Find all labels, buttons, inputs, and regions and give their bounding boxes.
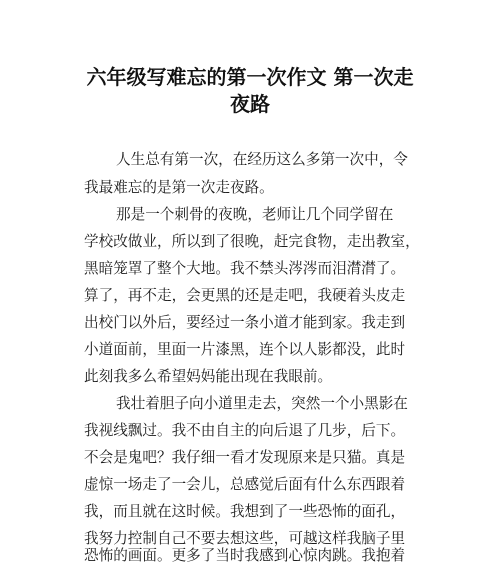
paragraph-3-line-4: 虚惊一场走了一会儿，总感觉后面有什么东西跟着 bbox=[84, 476, 406, 493]
paragraph-3-line-6: 我努力控制自己不要去想这些，可越这样我脑子里 bbox=[84, 530, 406, 547]
paragraph-1-line-1: 人生总有第一次，在经历这么多第一次中，令 bbox=[116, 151, 408, 168]
paragraph-3-line-7: 恐怖的画面。更多了当时我感到心惊肉跳。我抱着 bbox=[84, 547, 406, 564]
paragraph-2-line-2: 学校改做业，所以到了很晚，赶完食物，走出教室， bbox=[84, 233, 420, 250]
paragraph-2-line-4: 算了，再不走，会更黑的还是走吧，我硬着头皮走 bbox=[84, 287, 406, 304]
paragraph-1-line-2: 我最难忘的是第一次走夜路。 bbox=[84, 179, 274, 196]
paragraph-3-line-1: 我壮着胆子向小道里走去，突然一个小黑影在 bbox=[116, 395, 408, 412]
document-title-line-2: 夜路 bbox=[230, 92, 270, 116]
document-title-line-1: 六年级写难忘的第一次作文 第一次走 bbox=[86, 65, 414, 89]
paragraph-2-line-7: 此刻我多么希望妈妈能出现在我眼前。 bbox=[84, 368, 333, 385]
paragraph-3-line-5: 我，而且就在这时候。我想到了一些恐怖的面孔， bbox=[84, 503, 406, 520]
paragraph-2-line-3: 黑暗笼罩了整个大地。我不禁头涔涔而泪潸潸了。 bbox=[84, 260, 406, 277]
paragraph-3-line-3: 不会是鬼吧？我仔细一看才发现原来是只猫。真是 bbox=[84, 449, 406, 466]
paragraph-3-line-2: 我视线飘过。我不由自主的向后退了几步，后下。 bbox=[84, 422, 406, 439]
paragraph-2-line-1: 那是一个刺骨的夜晚，老师让几个同学留在 bbox=[116, 206, 394, 223]
paragraph-2-line-6: 小道面前，里面一片漆黑，连个以人影都没，此时 bbox=[84, 341, 406, 358]
paragraph-2-line-5: 出校门以外后，要经过一条小道才能到家。我走到 bbox=[84, 314, 406, 331]
